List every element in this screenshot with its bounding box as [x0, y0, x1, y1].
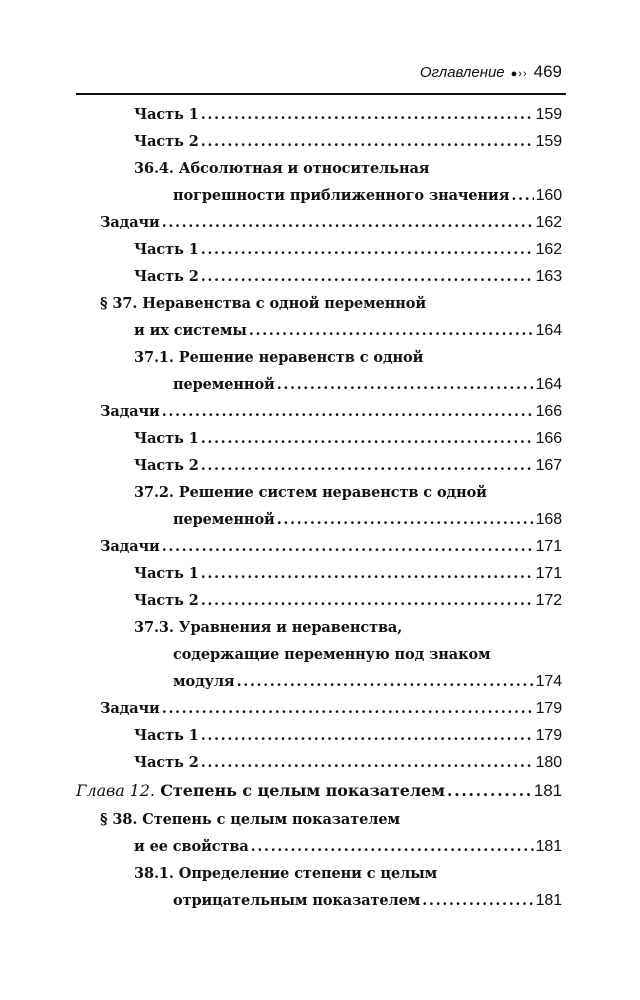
toc-entry-title: Часть 2 — [134, 457, 199, 474]
toc-entry — [134, 484, 562, 538]
toc-entry-title-cont: переменной — [173, 376, 275, 393]
leader-dots — [201, 592, 534, 609]
toc-entry-page: 181 — [535, 892, 562, 909]
toc-entry-title: Часть 2 — [134, 268, 199, 285]
toc-entry-title: Задачи — [100, 538, 160, 555]
toc-entry-title-cont: и ее свойства — [134, 838, 249, 855]
toc-entry-page: 164 — [535, 376, 562, 393]
toc-entry — [134, 619, 562, 700]
toc-entry-page: 167 — [535, 457, 562, 474]
leader-dots — [251, 838, 534, 855]
toc-entry — [100, 295, 562, 349]
running-header — [420, 62, 562, 82]
toc-entry-page: 168 — [535, 511, 562, 528]
toc-entry-page: 179 — [535, 700, 562, 717]
toc-entry — [134, 349, 562, 403]
header-rule — [76, 93, 566, 95]
toc-entry-page: 171 — [535, 565, 562, 582]
header-marker-icon: ●›› — [510, 68, 528, 80]
chapter-title: Степень с целым показателем — [160, 781, 445, 800]
toc-entry-page: 162 — [535, 214, 562, 231]
leader-dots — [447, 781, 532, 800]
toc-entry-page: 181 — [533, 781, 562, 800]
toc-entry-page: 180 — [535, 754, 562, 771]
toc-entry-title-cont: отрицательным показателем — [173, 892, 421, 909]
toc-entry — [134, 133, 562, 160]
leader-dots — [201, 754, 534, 771]
chapter-label: Глава 12. — [76, 781, 155, 800]
toc-entry — [100, 214, 562, 241]
toc-entry — [100, 700, 562, 727]
toc-entry-title: Задачи — [100, 700, 160, 717]
toc-entry-title-cont: модуля — [173, 673, 235, 690]
toc-entry-title: Часть 1 — [134, 565, 199, 582]
toc-entry-title: 36.4. Абсолютная и относительная — [134, 160, 430, 177]
header-section-title: Оглавление — [419, 64, 505, 81]
toc-entry — [134, 430, 562, 457]
toc-entry-page: 159 — [535, 106, 562, 123]
leader-dots — [201, 565, 534, 582]
leader-dots — [201, 106, 534, 123]
leader-dots — [162, 214, 534, 231]
leader-dots — [511, 187, 533, 204]
leader-dots — [249, 322, 534, 339]
toc-entry-title-cont: содержащие переменную под знаком — [173, 646, 491, 663]
toc-entry — [100, 811, 562, 865]
toc-entry-title: § 37. Неравенства с одной переменной — [100, 295, 426, 312]
toc-entry — [134, 754, 562, 781]
toc-entry-page: 159 — [535, 133, 562, 150]
leader-dots — [162, 700, 534, 717]
leader-dots — [201, 727, 534, 744]
leader-dots — [162, 403, 534, 420]
toc-entry — [134, 241, 562, 268]
toc-entry-title-cont: переменной — [173, 511, 275, 528]
toc-entry-page: 172 — [535, 592, 562, 609]
toc-entry-page: 166 — [535, 403, 562, 420]
header-page-number: 469 — [533, 62, 562, 81]
toc-chapter-entry — [76, 781, 562, 811]
toc-entry-title: 37.3. Уравнения и неравенства, — [134, 619, 403, 636]
toc-entry-page: 166 — [535, 430, 562, 447]
toc-entry-page: 164 — [535, 322, 562, 339]
toc-entry-title: § 38. Степень с целым показателем — [100, 811, 400, 828]
toc-entry-page: 174 — [535, 673, 562, 690]
toc-entry — [134, 727, 562, 754]
toc-entry-page: 162 — [535, 241, 562, 258]
leader-dots — [237, 673, 534, 690]
toc-entry-title: Часть 1 — [134, 727, 199, 744]
toc-entry-title-cont: и их системы — [134, 322, 247, 339]
toc-entry-title: Часть 2 — [134, 592, 199, 609]
toc-entry-title-cont: погрешности приближенного значения — [173, 187, 510, 204]
toc-entry — [134, 106, 562, 133]
toc-entry-page: 179 — [535, 727, 562, 744]
toc-entry — [134, 865, 562, 919]
toc-entry-title: Задачи — [100, 214, 160, 231]
toc-entry-title: Часть 1 — [134, 241, 199, 258]
toc-entry-title: Часть 2 — [134, 133, 199, 150]
toc-entry — [134, 457, 562, 484]
leader-dots — [277, 511, 534, 528]
toc-entry-title: Часть 1 — [134, 430, 199, 447]
toc-entry-title: 37.2. Решение систем неравенств с одной — [134, 484, 487, 501]
leader-dots — [162, 538, 534, 555]
toc-entry — [134, 268, 562, 295]
toc-entry — [134, 160, 562, 214]
toc-entry — [100, 538, 562, 565]
toc-entry-page: 181 — [535, 838, 562, 855]
toc-entry-page: 171 — [535, 538, 562, 555]
toc-entry — [134, 592, 562, 619]
leader-dots — [201, 241, 534, 258]
leader-dots — [201, 457, 534, 474]
toc-entry-page: 160 — [535, 187, 562, 204]
leader-dots — [201, 133, 534, 150]
leader-dots — [277, 376, 534, 393]
leader-dots — [201, 430, 534, 447]
leader-dots — [422, 892, 533, 909]
toc-entry-title: Часть 1 — [134, 106, 199, 123]
toc-entry-page: 163 — [535, 268, 562, 285]
toc-entry — [100, 403, 562, 430]
toc-entry — [134, 565, 562, 592]
toc-entry-title: Задачи — [100, 403, 160, 420]
toc-entry-title: 38.1. Определение степени с целым — [134, 865, 438, 882]
leader-dots — [201, 268, 534, 285]
toc-entry-title: 37.1. Решение неравенств с одной — [134, 349, 424, 366]
toc-entry-title: Часть 2 — [134, 754, 199, 771]
